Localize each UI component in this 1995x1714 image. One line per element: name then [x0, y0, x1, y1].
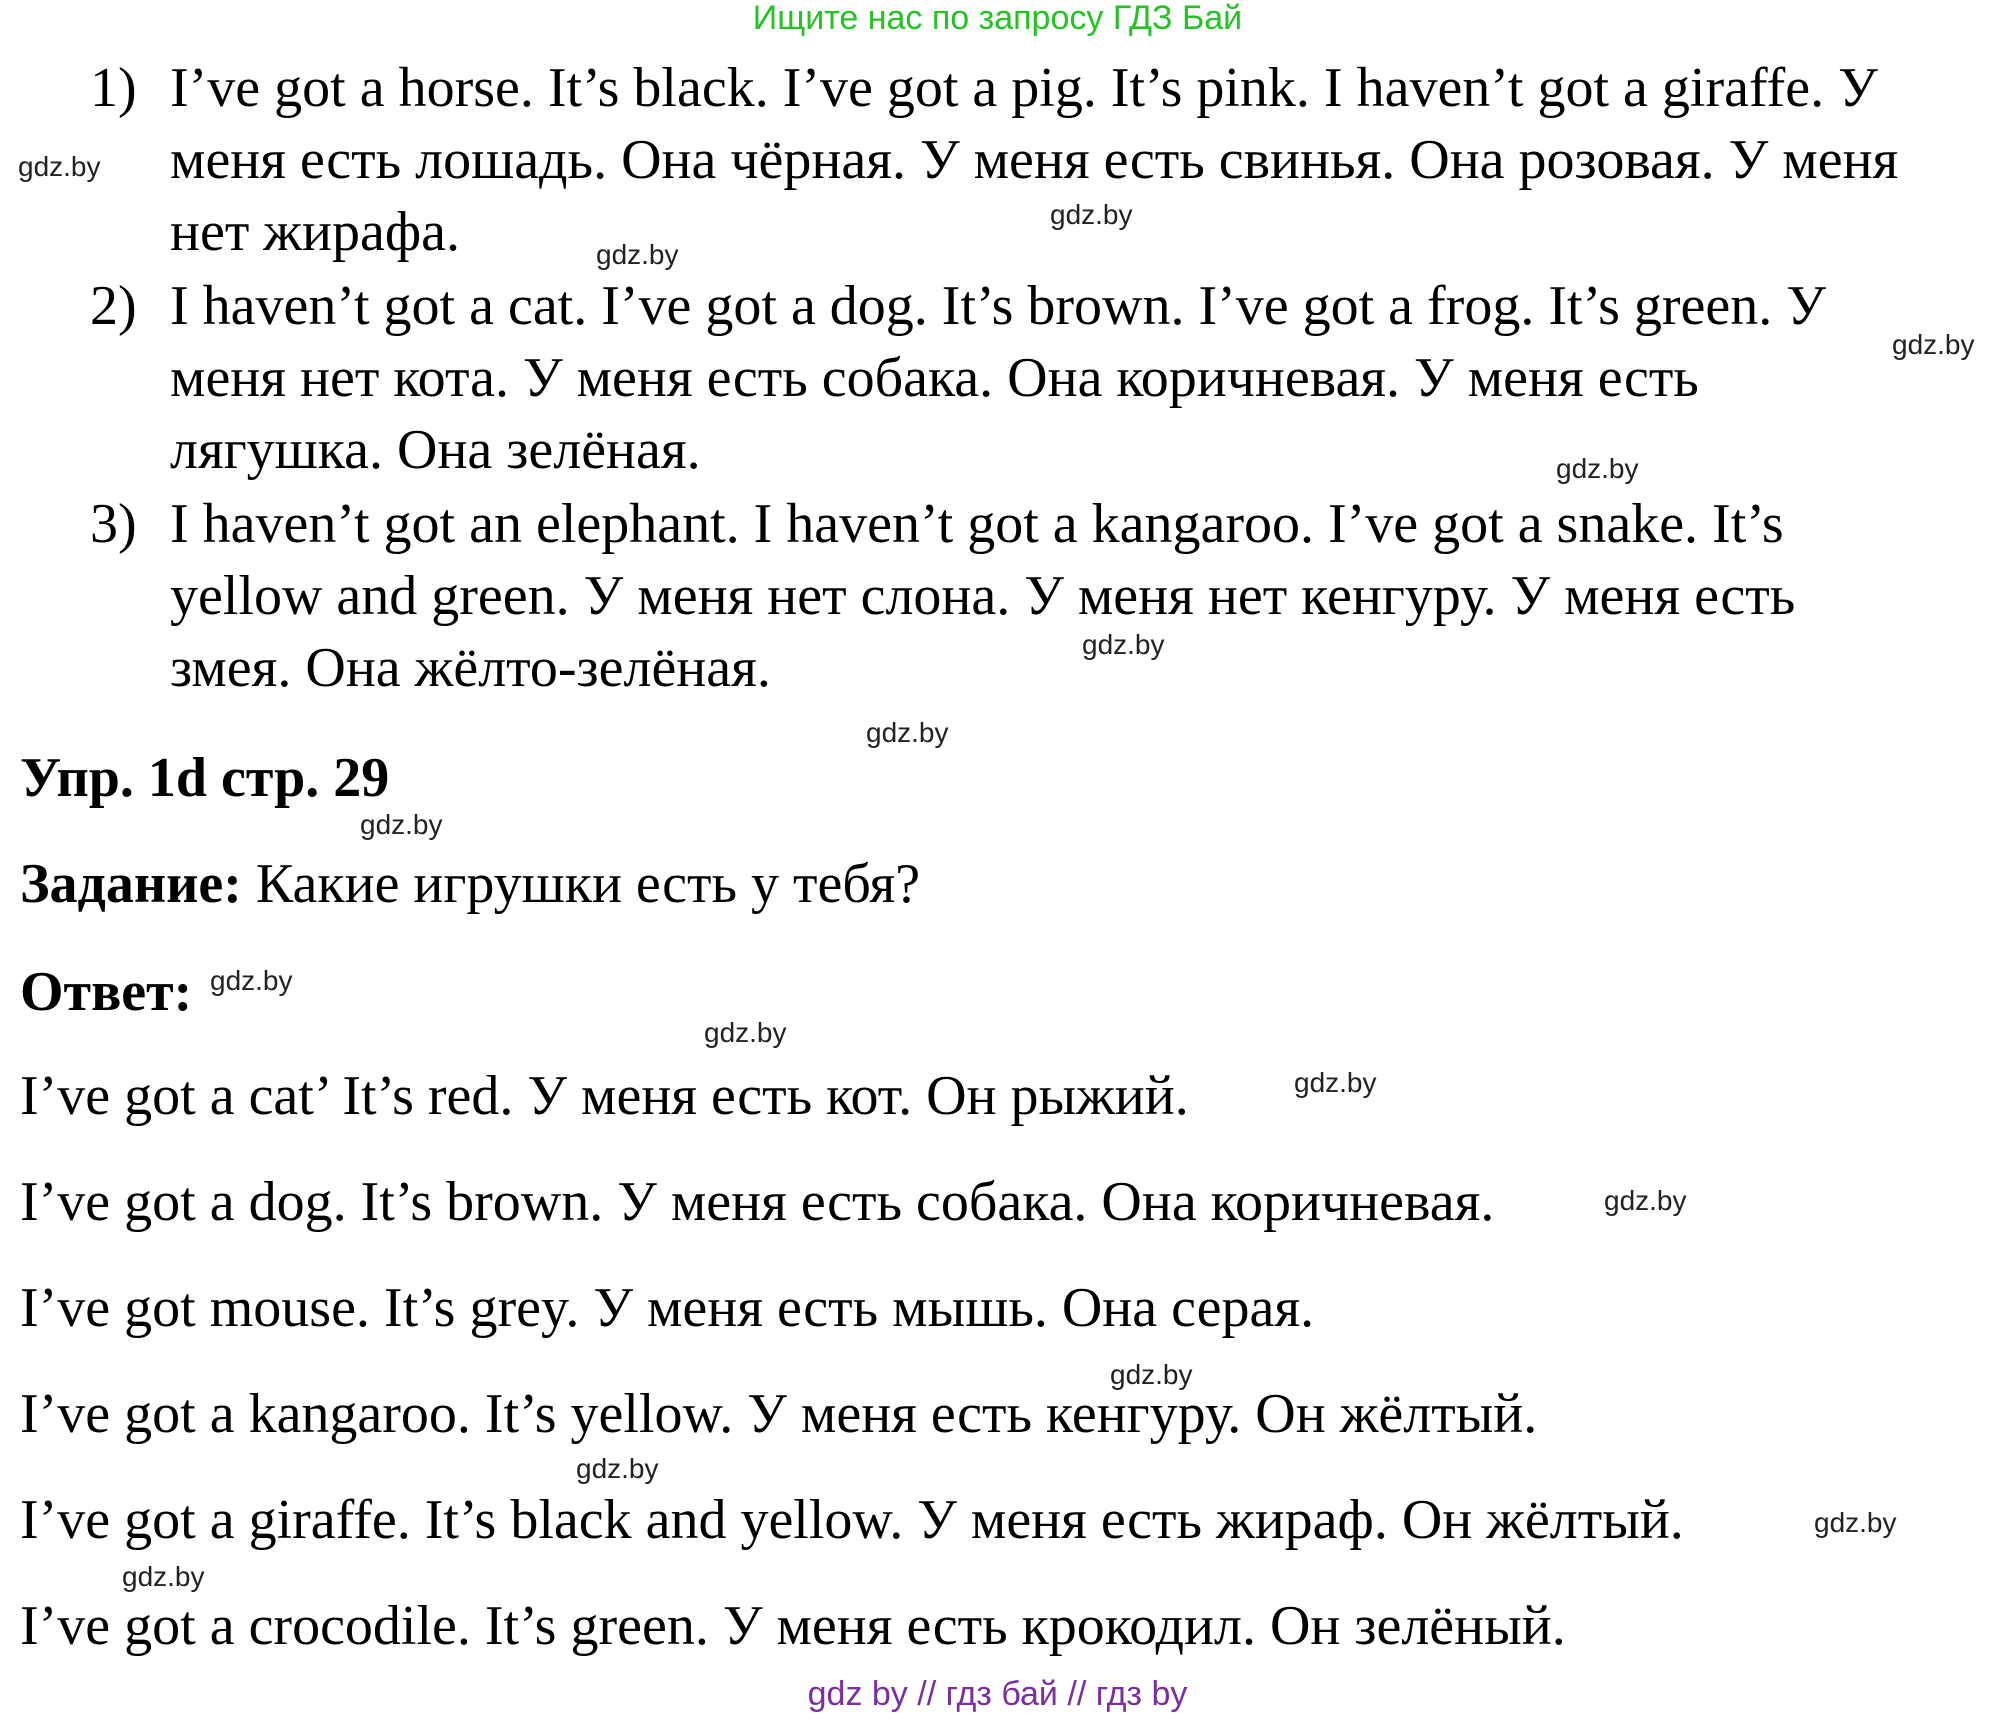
- watermark: gdz.by: [122, 1561, 205, 1592]
- watermark: gdz.by: [1294, 1067, 1377, 1098]
- answer-line-5: I’ve got a giraffe. It’s black and yellow. У меня есть жираф. Он жёлтый.: [20, 1489, 1684, 1551]
- watermark: gdz.by: [704, 1017, 787, 1048]
- watermark: gdz.by: [866, 717, 949, 748]
- exercise-heading: Упр. 1d стр. 29: [20, 747, 390, 809]
- item-line: меня нет кота. У меня есть собака. Она коричневая. У меня есть: [170, 347, 1699, 409]
- item-line: нет жирафа.: [170, 201, 460, 263]
- item-number: 1): [90, 57, 137, 119]
- watermark: gdz.by: [1556, 453, 1639, 484]
- footer-links: gdz by // гдз бай // гдз by: [807, 1675, 1188, 1713]
- watermark: gdz.by: [1814, 1507, 1897, 1538]
- task-label: Задание:: [20, 853, 242, 915]
- item-line: I haven’t got a cat. I’ve got a dog. It’s brown. I’ve got a frog. It’s green. У: [170, 275, 1826, 337]
- item-line: меня есть лошадь. Она чёрная. У меня есть свинья. Она розовая. У меня: [170, 129, 1899, 191]
- answer-line-6: I’ve got a crocodile. It’s green. У меня есть крокодил. Он зелёный.: [20, 1595, 1566, 1657]
- item-number: 2): [90, 275, 137, 337]
- item-body: [170, 488, 1795, 704]
- watermark: gdz.by: [596, 239, 679, 270]
- watermark: gdz.by: [360, 809, 443, 840]
- search-banner: Ищите нас по запросу ГДЗ Бай: [752, 0, 1243, 37]
- item-line: yellow and green. У меня нет слона. У меня нет кенгуру. У меня есть: [170, 565, 1796, 627]
- watermark: gdz.by: [576, 1453, 659, 1484]
- item-line: лягушка. Она зелёная.: [170, 419, 701, 481]
- item-line: змея. Она жёлто-зелёная.: [170, 637, 771, 699]
- item-number: 3): [90, 493, 137, 555]
- item-body: [170, 52, 1898, 268]
- item-line: I haven’t got an elephant. I haven’t got a kangaroo. I’ve got a snake. It’s: [170, 493, 1784, 555]
- watermark: gdz.by: [1892, 329, 1975, 360]
- item-line: I’ve got a horse. It’s black. I’ve got a pig. It’s pink. I haven’t got a giraffe. У: [170, 57, 1878, 119]
- watermark: gdz.by: [18, 151, 101, 182]
- answer-label: Ответ:: [20, 961, 193, 1023]
- watermark: gdz.by: [210, 965, 293, 996]
- watermark: gdz.by: [1082, 629, 1165, 660]
- watermark: gdz.by: [1604, 1185, 1687, 1216]
- watermark: gdz.by: [1050, 199, 1133, 230]
- answer-line-3: I’ve got mouse. It’s grey. У меня есть мышь. Она серая.: [20, 1277, 1315, 1339]
- task-line: [20, 848, 920, 920]
- answer-line-4: I’ve got a kangaroo. It’s yellow. У меня есть кенгуру. Он жёлтый.: [20, 1383, 1538, 1445]
- answer-line-2: I’ve got a dog. It’s brown. У меня есть собака. Она коричневая.: [20, 1171, 1495, 1233]
- task-text: Какие игрушки есть у тебя?: [241, 853, 921, 915]
- watermark: gdz.by: [1110, 1359, 1193, 1390]
- answer-line-1: I’ve got a cat’ It’s red. У меня есть кот. Он рыжий.: [20, 1065, 1189, 1127]
